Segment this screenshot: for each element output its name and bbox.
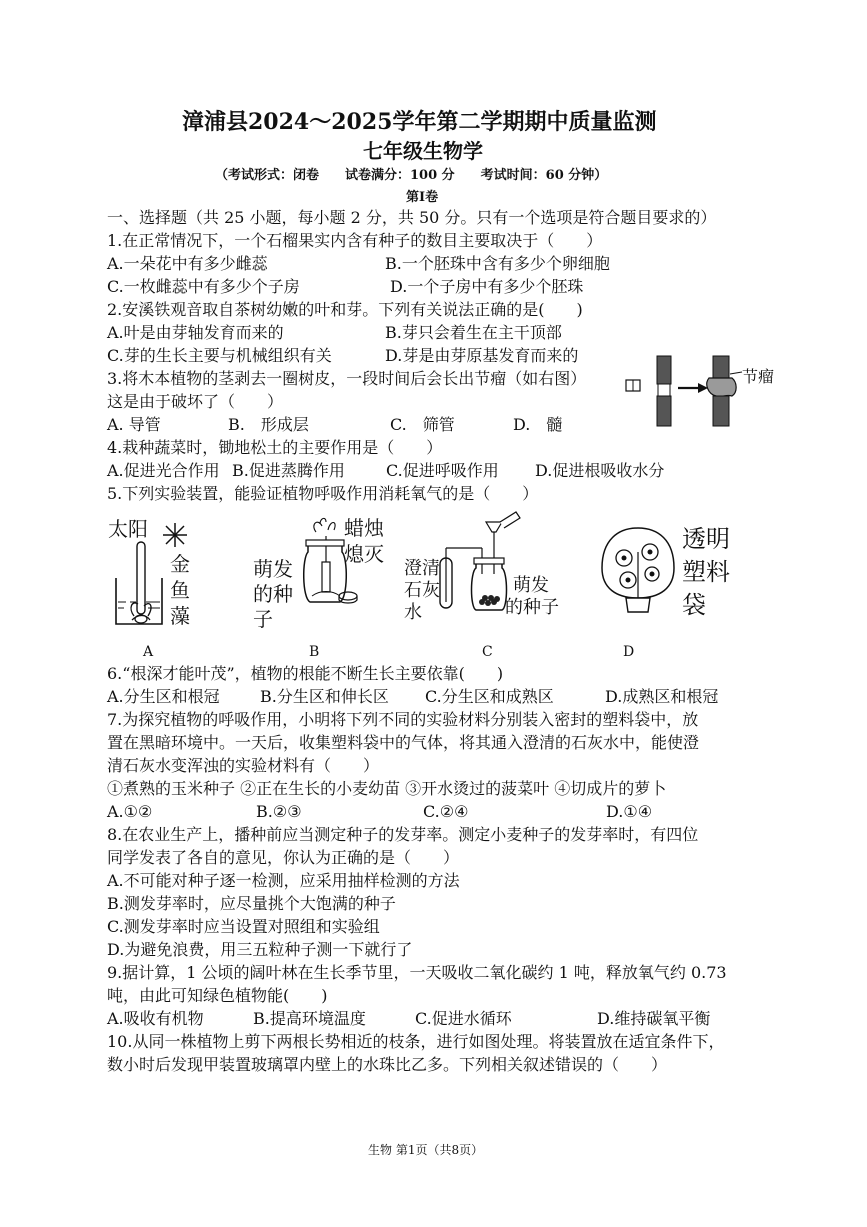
- knot-label: 节瘤: [742, 367, 775, 386]
- q1-option-a: A.一朵花中有多少雌蕊: [107, 254, 268, 273]
- q6-option-c: C.分生区和成熟区: [425, 687, 554, 706]
- q3-option-a: A. 导管: [107, 415, 161, 434]
- q4-stem: 4.栽种蔬菜时，锄地松土的主要作用是（ ）: [107, 438, 443, 457]
- seed-c-label-2: 的种子: [505, 597, 559, 618]
- exam-title: 漳浦县2024～2025学年第二学期期中质量监测: [182, 109, 657, 135]
- q6-option-a: A.分生区和根冠: [107, 687, 220, 706]
- q2-option-d: D.芽是由芽原基发育而来的: [385, 346, 579, 365]
- exam-meta: （考试形式：闭卷 试卷满分：100 分 考试时间：60 分钟）: [215, 168, 608, 183]
- q8-option-c: C.测发芽率时应当设置对照组和实验组: [107, 917, 380, 936]
- q3-stem-line1: 3.将木本植物的茎剥去一圈树皮，一段时间后会长出节瘤（如右图）: [107, 369, 587, 388]
- q6-option-b: B.分生区和伸长区: [260, 687, 389, 706]
- q9-option-c: C.促进水循环: [415, 1009, 512, 1028]
- q4-option-a: A.促进光合作用: [107, 461, 220, 480]
- seed-b-label-2: 的种: [253, 582, 293, 606]
- q6-stem: 6.“根深才能叶茂”，植物的根能不断生长主要依靠( ): [107, 664, 504, 683]
- section-label: 第Ⅰ卷: [406, 190, 439, 205]
- fig-caption-a: A: [143, 644, 154, 660]
- q8-stem-line1: 8.在农业生产上，播种前应当测定种子的发芽率。测定小麦种子的发芽率时，有四位: [107, 825, 699, 844]
- bag-label-2: 塑料: [682, 558, 730, 586]
- candle-label-1: 蜡烛: [344, 516, 384, 540]
- q9-stem-line1: 9.据计算，1 公顷的阔叶林在生长季节里，一天吸收二氧化碳约 1 吨，释放氧气约 0.73: [107, 963, 727, 982]
- part1-intro: 一、选择题（共 25 小题，每小题 2 分，共 50 分。只有一个选项是符合题目要求的）: [107, 208, 717, 227]
- q1-option-b: B.一个胚珠中含有多少个卵细胞: [385, 254, 610, 273]
- q7-option-c: C.②④: [423, 802, 469, 821]
- q10-stem-line1: 10.从同一株植物上剪下两根长势相近的枝条，进行如图处理。将装置放在适宜条件下，: [107, 1032, 725, 1051]
- seed-b-label-1: 萌发: [253, 557, 293, 581]
- q8-option-d: D.为避免浪费，用三五粒种子测一下就行了: [107, 940, 413, 959]
- q10-stem-line2: 数小时后发现甲装置玻璃罩内壁上的水珠比乙多。下列相关叙述错误的（ ）: [107, 1055, 668, 1074]
- q2-option-b: B.芽只会着生在主干顶部: [385, 323, 562, 342]
- fig-caption-b: B: [309, 644, 320, 660]
- q2-stem: 2.安溪铁观音取自茶树幼嫩的叶和芽。下列有关说法正确的是( ): [107, 300, 583, 319]
- q3-option-c: C. 筛管: [390, 415, 455, 434]
- seed-c-label-1: 萌发: [513, 575, 549, 596]
- limewater-label-3: 水: [404, 602, 422, 623]
- q7-option-d: D.①④: [606, 802, 653, 821]
- fig-caption-c: C: [482, 644, 493, 660]
- seed-b-label-3: 子: [253, 607, 273, 631]
- sun-label: 太阳: [108, 517, 148, 541]
- bag-label-3: 袋: [682, 591, 706, 619]
- q3-option-b: B. 形成层: [228, 415, 309, 434]
- q1-option-c: C.一枚雌蕊中有多少个子房: [107, 277, 300, 296]
- limewater-label-1: 澄清: [404, 558, 440, 579]
- q9-option-b: B.提高环境温度: [253, 1009, 366, 1028]
- q2-option-c: C.芽的生长主要与机械组织有关: [107, 346, 332, 365]
- q9-option-a: A.吸收有机物: [107, 1009, 204, 1028]
- limewater-label-2: 石灰: [404, 580, 440, 601]
- q8-option-a: A.不可能对种子逐一检测，应采用抽样检测的方法: [107, 871, 460, 890]
- stem-girdling-figure: [624, 350, 784, 432]
- q6-option-d: D.成熟区和根冠: [605, 687, 719, 706]
- fig-caption-d: D: [623, 644, 635, 660]
- exam-subtitle: 七年级生物学: [363, 139, 483, 163]
- q3-option-d: D. 髓: [513, 415, 563, 434]
- fish-label-3: 藻: [170, 604, 190, 628]
- q7-option-a: A.①②: [107, 802, 153, 821]
- q7-option-b: B.②③: [256, 802, 302, 821]
- q5-stem: 5.下列实验装置，能验证植物呼吸作用消耗氧气的是（ ）: [107, 484, 539, 503]
- candle-label-2: 熄灭: [344, 542, 384, 566]
- q9-option-d: D.维持碳氧平衡: [597, 1009, 711, 1028]
- q8-option-b: B.测发芽率时，应尽量挑个大饱满的种子: [107, 894, 396, 913]
- q7-items: ①煮熟的玉米种子 ②正在生长的小麦幼苗 ③开水烫过的菠菜叶 ④切成片的萝卜: [107, 779, 667, 798]
- q4-option-c: C.促进呼吸作用: [386, 461, 499, 480]
- q4-option-d: D.促进根吸收水分: [535, 461, 665, 480]
- fish-label-1: 金: [170, 552, 190, 576]
- fish-label-2: 鱼: [170, 578, 190, 602]
- page-footer: 生物 第1页（共8页）: [368, 1143, 484, 1157]
- q8-stem-line2: 同学发表了各自的意见，你认为正确的是（ ）: [107, 848, 460, 867]
- q2-option-a: A.叶是由芽轴发育而来的: [107, 323, 284, 342]
- setup-d-plastic-bag: [598, 522, 678, 616]
- q1-option-d: D.一个子房中有多少个胚珠: [390, 277, 584, 296]
- bag-label-1: 透明: [682, 525, 730, 553]
- q1-stem: 1.在正常情况下，一个石榴果实内含有种子的数目主要取决于（ ）: [107, 231, 603, 250]
- q3-stem-line2: 这是由于破坏了（ ）: [107, 392, 284, 411]
- q4-option-b: B.促进蒸腾作用: [232, 461, 345, 480]
- q7-stem-line2: 置在黑暗环境中。一天后，收集塑料袋中的气体，将其通入澄清的石灰水中，能使澄: [107, 733, 700, 752]
- q9-stem-line2: 吨，由此可知绿色植物能( ): [107, 986, 328, 1005]
- q7-stem-line1: 7.为探究植物的呼吸作用，小明将下列不同的实验材料分别装入密封的塑料袋中，放: [107, 710, 699, 729]
- q7-stem-line3: 清石灰水变浑浊的实验材料有（ ）: [107, 756, 380, 775]
